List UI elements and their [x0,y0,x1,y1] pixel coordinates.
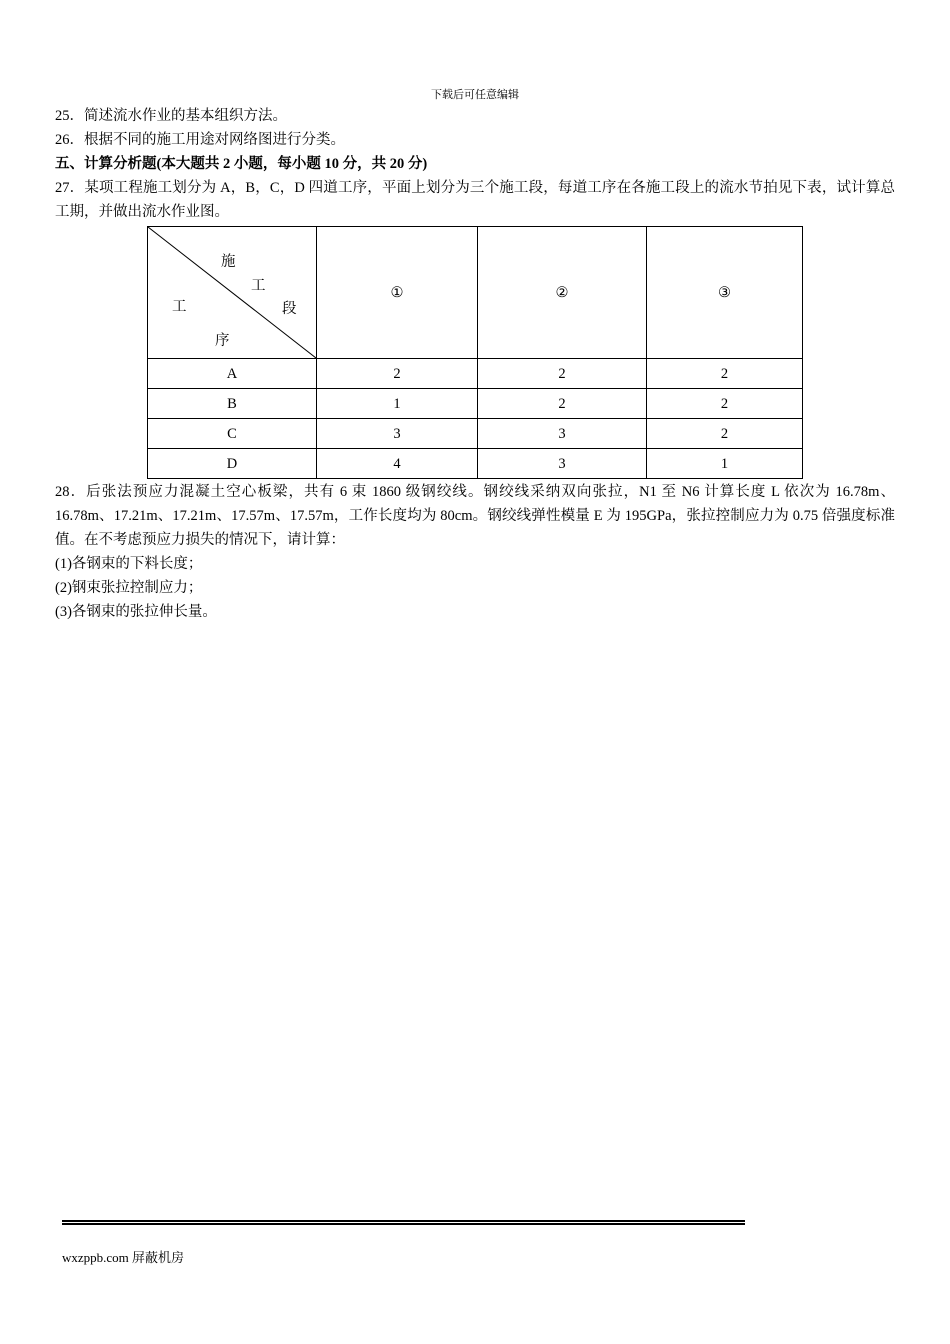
question-28: 28．后张法预应力混凝土空心板梁，共有 6 束 1860 级钢绞线。钢绞线采纳双向张拉，N1 至 N6 计算长度 L 依次为 16.78m、16.78m、17.21m、17.21m、17.57m、17.57m，工作长度均为 80cm。钢绞线弹性模量 E 为 195GPa，张拉控制应力为 0.75 倍强度标准值。在不考虑预应力损失的情况下，请计算： [55,484,895,548]
value-cell: 3 [317,419,478,449]
process-cell: C [148,419,317,449]
process-cell: D [148,449,317,479]
table-row [148,449,803,479]
segment-header-2: ② [478,227,647,359]
table-row [148,359,803,389]
question-28-item-3: (3)各钢束的张拉伸长量。 [55,604,217,620]
value-cell: 2 [478,389,647,419]
corner-label-top-2: 工 [251,278,266,294]
table-row [148,419,803,449]
table-header-row [148,227,803,359]
question-25: 25．简述流水作业的基本组织方法。 [55,108,287,124]
process-cell: B [148,389,317,419]
value-cell: 2 [647,359,803,389]
value-cell: 3 [478,419,647,449]
corner-label-bottom-2: 序 [215,333,230,349]
value-cell: 4 [317,449,478,479]
section-heading-calculation: 五、计算分析题(本大题共 2 小题，每小题 10 分，共 20 分) [55,156,428,172]
table-row [148,389,803,419]
corner-label-top-1: 施 [221,254,236,270]
value-cell: 2 [647,389,803,419]
question-27: 27．某项工程施工划分为 A，B，C，D 四道工序，平面上划分为三个施工段，每道工序在各施工段上的流水节拍见下表，试计算总工期，并做出流水作业图。 [55,180,895,220]
segment-header-3: ③ [647,227,803,359]
corner-label-top-3: 段 [282,301,297,317]
footer-text: wxzppb.com 屏蔽机房 [62,1250,185,1265]
segment-header-1: ① [317,227,478,359]
footer-divider [62,1220,745,1225]
question-28-item-2: (2)钢束张拉控制应力； [55,580,203,596]
table-corner-cell [148,227,317,359]
value-cell: 1 [317,389,478,419]
question-26: 26．根据不同的施工用途对网络图进行分类。 [55,132,345,148]
question-28-item-1: (1)各钢束的下料长度； [55,556,203,572]
corner-label-bottom-1: 工 [172,299,187,315]
process-cell: A [148,359,317,389]
value-cell: 3 [478,449,647,479]
corner-diagonal-line [148,227,316,358]
document-body [55,104,895,624]
value-cell: 2 [478,359,647,389]
value-cell: 2 [647,419,803,449]
value-cell: 2 [317,359,478,389]
value-cell: 1 [647,449,803,479]
flow-rhythm-table [147,226,803,479]
header-note: 下载后可任意编辑 [431,89,519,101]
